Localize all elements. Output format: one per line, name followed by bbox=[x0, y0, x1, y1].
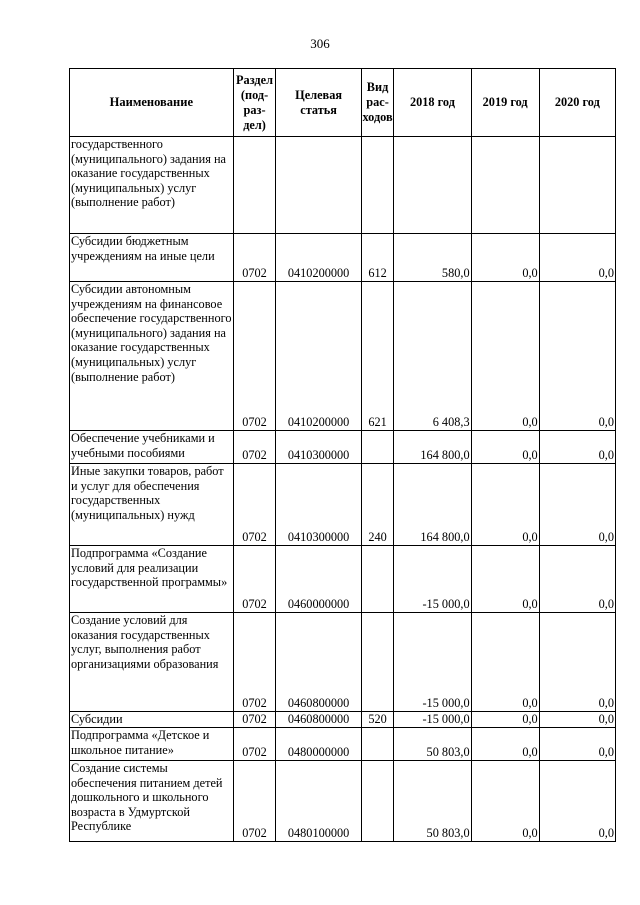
cell-2020: 0,0 bbox=[539, 234, 615, 282]
cell-2019: 0,0 bbox=[471, 728, 539, 761]
cell-name: Иные закупки товаров, работ и услуг для обеспечения государственных (муниципальных) нужд bbox=[70, 464, 234, 546]
cell-2018: 164 800,0 bbox=[394, 464, 471, 546]
cell-kind: 621 bbox=[361, 282, 394, 431]
table-row bbox=[70, 137, 616, 234]
cell-2019: 0,0 bbox=[471, 234, 539, 282]
cell-kind bbox=[361, 761, 394, 842]
cell-kind: 612 bbox=[361, 234, 394, 282]
cell-kind: 520 bbox=[361, 712, 394, 728]
header-2020: 2020 год bbox=[539, 69, 615, 137]
cell-2020: 0,0 bbox=[539, 728, 615, 761]
header-target: Целевая статья bbox=[276, 69, 361, 137]
table-row bbox=[70, 613, 616, 712]
cell-2020 bbox=[539, 137, 615, 234]
cell-2019 bbox=[471, 137, 539, 234]
cell-2020: 0,0 bbox=[539, 712, 615, 728]
cell-2018: 6 408,3 bbox=[394, 282, 471, 431]
cell-2019: 0,0 bbox=[471, 546, 539, 613]
header-name: Наименование bbox=[70, 69, 234, 137]
cell-section: 0702 bbox=[233, 728, 276, 761]
cell-section: 0702 bbox=[233, 546, 276, 613]
cell-section: 0702 bbox=[233, 234, 276, 282]
table-row bbox=[70, 728, 616, 761]
cell-section: 0702 bbox=[233, 613, 276, 712]
cell-target: 0410200000 bbox=[276, 282, 361, 431]
header-section: Раздел (под-раз-дел) bbox=[233, 69, 276, 137]
cell-name: Субсидии автономным учреждениям на финансовое обеспечение государственного (муниципального) задания на оказание государственных (муниципальных) услуг (выполнение работ) bbox=[70, 282, 234, 431]
page-number: 306 bbox=[310, 36, 330, 51]
cell-name: Создание условий для оказания государственных услуг, выполнения работ организациями образования bbox=[70, 613, 234, 712]
cell-2018: -15 000,0 bbox=[394, 613, 471, 712]
cell-name: Субсидии бюджетным учреждениям на иные цели bbox=[70, 234, 234, 282]
cell-2020: 0,0 bbox=[539, 282, 615, 431]
cell-name: Обеспечение учебниками и учебными пособиями bbox=[70, 431, 234, 464]
cell-kind bbox=[361, 431, 394, 464]
cell-name: Субсидии bbox=[70, 712, 234, 728]
cell-target: 0410200000 bbox=[276, 234, 361, 282]
cell-name: Подпрограмма «Создание условий для реализации государственной программы» bbox=[70, 546, 234, 613]
cell-target: 0460800000 bbox=[276, 712, 361, 728]
cell-2020: 0,0 bbox=[539, 431, 615, 464]
cell-section: 0702 bbox=[233, 712, 276, 728]
cell-target: 0480000000 bbox=[276, 728, 361, 761]
cell-2020: 0,0 bbox=[539, 613, 615, 712]
cell-2019: 0,0 bbox=[471, 613, 539, 712]
cell-section bbox=[233, 137, 276, 234]
cell-2019: 0,0 bbox=[471, 431, 539, 464]
cell-target: 0410300000 bbox=[276, 431, 361, 464]
table-header-row bbox=[70, 69, 616, 137]
header-2018: 2018 год bbox=[394, 69, 471, 137]
cell-2020: 0,0 bbox=[539, 464, 615, 546]
header-kind: Вид рас-ходов bbox=[361, 69, 394, 137]
cell-2019: 0,0 bbox=[471, 712, 539, 728]
cell-2020: 0,0 bbox=[539, 546, 615, 613]
cell-kind bbox=[361, 613, 394, 712]
cell-kind: 240 bbox=[361, 464, 394, 546]
cell-2018: 580,0 bbox=[394, 234, 471, 282]
header-2019: 2019 год bbox=[471, 69, 539, 137]
cell-2018: 164 800,0 bbox=[394, 431, 471, 464]
cell-2018: 50 803,0 bbox=[394, 728, 471, 761]
cell-target: 0410300000 bbox=[276, 464, 361, 546]
cell-2018: 50 803,0 bbox=[394, 761, 471, 842]
table-row bbox=[70, 431, 616, 464]
cell-2018 bbox=[394, 137, 471, 234]
cell-name: государственного (муниципального) задания на оказание государственных (муниципальных) услуг (выполнение работ) bbox=[70, 137, 234, 234]
cell-2019: 0,0 bbox=[471, 282, 539, 431]
table-row bbox=[70, 464, 616, 546]
table-row bbox=[70, 234, 616, 282]
cell-2018: -15 000,0 bbox=[394, 712, 471, 728]
cell-target: 0480100000 bbox=[276, 761, 361, 842]
cell-section: 0702 bbox=[233, 282, 276, 431]
cell-2018: -15 000,0 bbox=[394, 546, 471, 613]
cell-target: 0460800000 bbox=[276, 613, 361, 712]
table-row bbox=[70, 761, 616, 842]
cell-kind bbox=[361, 546, 394, 613]
table-row bbox=[70, 712, 616, 728]
cell-section: 0702 bbox=[233, 761, 276, 842]
cell-target bbox=[276, 137, 361, 234]
cell-2019: 0,0 bbox=[471, 464, 539, 546]
table-row bbox=[70, 282, 616, 431]
budget-table bbox=[69, 68, 616, 842]
cell-kind bbox=[361, 728, 394, 761]
cell-name: Подпрограмма «Детское и школьное питание» bbox=[70, 728, 234, 761]
cell-2020: 0,0 bbox=[539, 761, 615, 842]
table-row bbox=[70, 546, 616, 613]
cell-name: Создание системы обеспечения питанием детей дошкольного и школьного возраста в Удмуртской Республике bbox=[70, 761, 234, 842]
cell-kind bbox=[361, 137, 394, 234]
cell-section: 0702 bbox=[233, 431, 276, 464]
cell-section: 0702 bbox=[233, 464, 276, 546]
cell-target: 0460000000 bbox=[276, 546, 361, 613]
cell-2019: 0,0 bbox=[471, 761, 539, 842]
